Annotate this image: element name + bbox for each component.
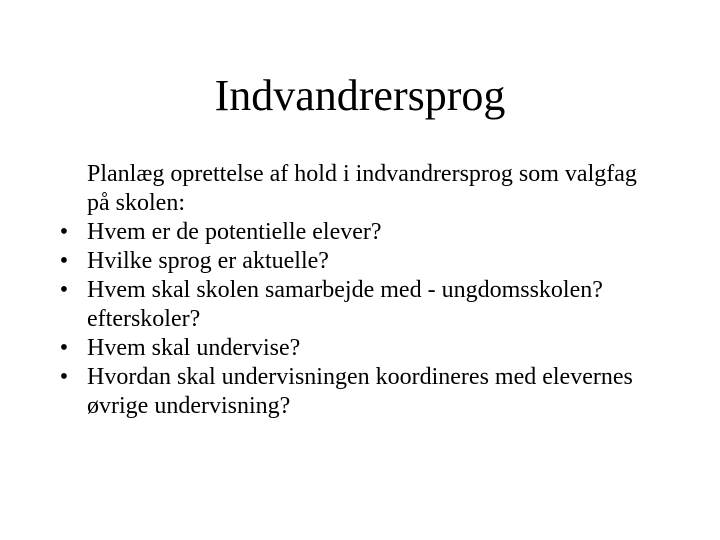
intro-paragraph <box>54 160 654 218</box>
list-item <box>54 218 654 247</box>
list-item <box>54 247 654 276</box>
list-item-text: Hvordan skal undervisningen koordineres med elevernes øvrige undervisning? <box>87 364 633 419</box>
bullet-icon: • <box>59 364 69 390</box>
bullet-icon: • <box>59 335 69 361</box>
bullet-list <box>54 160 654 421</box>
list-item-text: Hvem er de potentielle elever? <box>87 219 382 245</box>
list-item-text: Hvem skal undervise? <box>87 335 301 361</box>
list-item-text: Hvilke sprog er aktuelle? <box>87 248 329 274</box>
bullet-icon: • <box>59 277 69 303</box>
bullet-icon: • <box>59 219 69 245</box>
bullet-icon: • <box>59 248 69 274</box>
list-item-text: Hvem skal skolen samarbejde med - ungdomsskolen? efterskoler? <box>87 277 603 332</box>
list-item <box>54 276 654 334</box>
list-item <box>54 334 654 363</box>
slide-title: Indvandrersprog <box>214 71 506 120</box>
list-item <box>54 363 654 421</box>
intro-text: Planlæg oprettelse af hold i indvandrersprog som valgfag på skolen: <box>87 161 637 216</box>
